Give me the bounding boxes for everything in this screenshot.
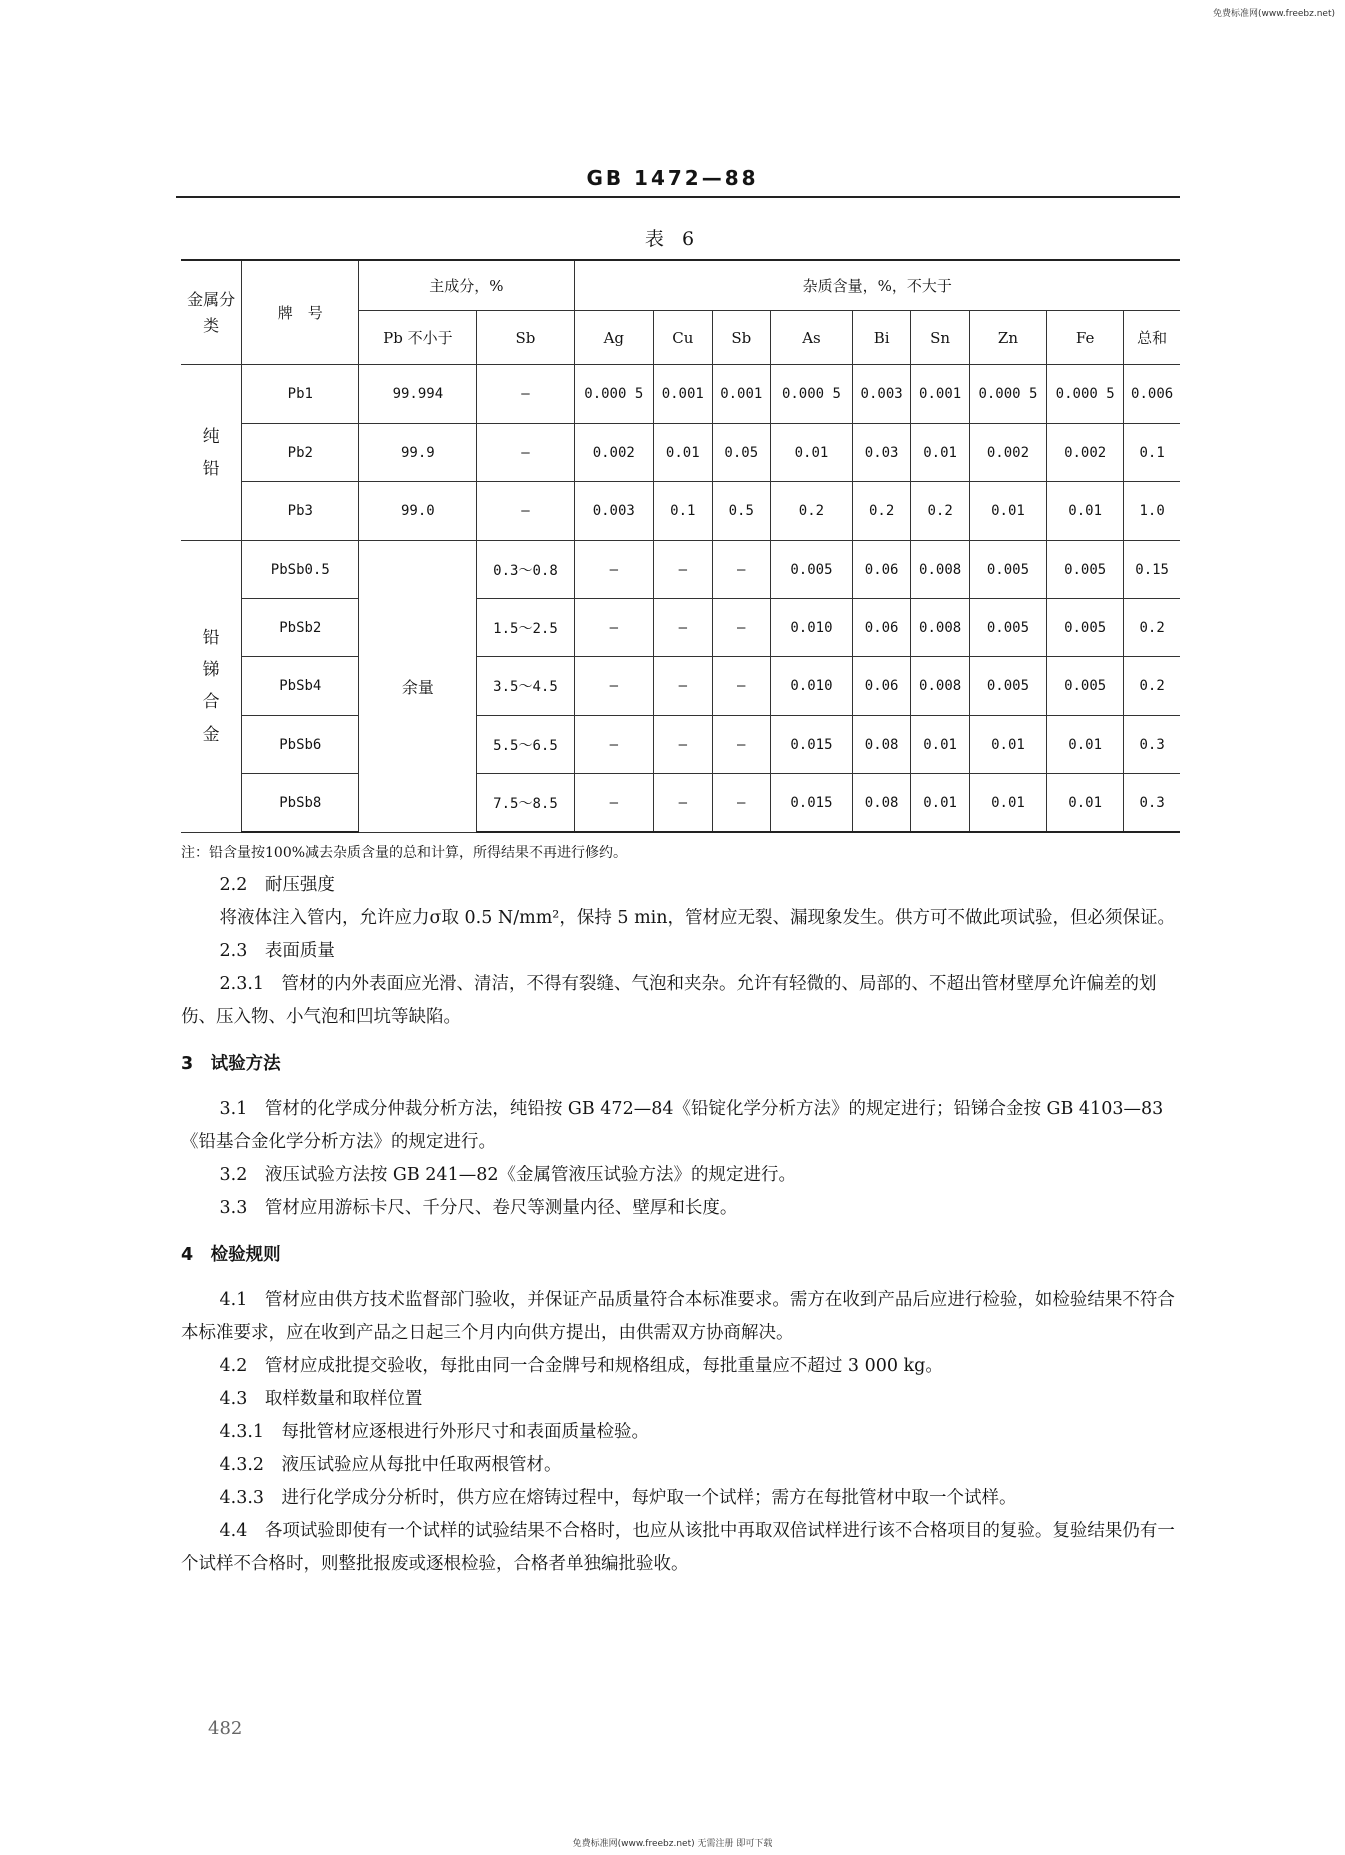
cell-imp: 0.01 — [911, 424, 969, 482]
section-4-3-3: 4.3.3 进行化学成分分析时，供方应在熔铸过程中，每炉取一个试样；需方在每批管材中取一个试样。 — [219, 1488, 1017, 1508]
header-rule — [176, 196, 1180, 198]
cell-imp: 0.08 — [852, 716, 910, 774]
cell-imp: — — [654, 774, 712, 832]
cell-imp: 0.000 5 — [1047, 365, 1124, 424]
cell-sb: 1.5～2.5 — [477, 599, 574, 657]
cell-grade: Pb3 — [242, 482, 359, 541]
cell-sb: — — [477, 424, 574, 482]
section-2-3-title: 2.3 表面质量 — [219, 941, 335, 961]
section-4-1: 4.1 管材应由供方技术监督部门验收，并保证产品质量符合本标准要求。需方在收到产品后应进行检验，如检验结果不符合本标准要求，应在收到产品之日起三个月内向供方提出，由供需双方协商解决。 — [181, 1290, 1175, 1343]
cell-imp: 0.001 — [911, 365, 969, 424]
cell-imp: 0.03 — [852, 424, 910, 482]
cell-imp: 0.01 — [1047, 774, 1124, 832]
cell-imp-total: 0.2 — [1124, 657, 1180, 716]
header-grade: 牌 号 — [242, 260, 359, 365]
cell-imp: 0.002 — [1047, 424, 1124, 482]
cell-imp: 0.06 — [852, 657, 910, 716]
cell-imp-total: 0.006 — [1124, 365, 1180, 424]
cell-imp: — — [574, 541, 654, 599]
section-2-2-text: 将液体注入管内，允许应力σ取 0.5 N/mm²，保持 5 min，管材应无裂、漏现象发生。供方可不做此项试验，但必须保证。 — [219, 908, 1176, 928]
table-title: 表 6 — [644, 228, 701, 250]
cell-imp: 0.06 — [852, 541, 910, 599]
cell-sb: — — [477, 365, 574, 424]
cell-imp: — — [574, 599, 654, 657]
cell-imp: 0.01 — [911, 774, 969, 832]
section-2-2-title: 2.2 耐压强度 — [219, 875, 335, 895]
cell-imp: 0.003 — [852, 365, 910, 424]
cell-imp: 0.005 — [969, 657, 1046, 716]
cell-grade: PbSb2 — [242, 599, 359, 657]
cell-imp: 0.000 5 — [969, 365, 1046, 424]
cell-imp: — — [712, 774, 770, 832]
table-row — [181, 541, 1180, 599]
header-imp-fe: Fe — [1047, 311, 1124, 365]
cell-imp: 0.01 — [969, 482, 1046, 541]
cell-imp: 0.01 — [771, 424, 853, 482]
cell-grade: PbSb4 — [242, 657, 359, 716]
cell-imp: 0.005 — [969, 541, 1046, 599]
cell-grade: PbSb0.5 — [242, 541, 359, 599]
cell-imp: 0.010 — [771, 657, 853, 716]
cell-pb: 99.994 — [359, 365, 477, 424]
table-row — [181, 599, 1180, 657]
section-3-heading: 3 试验方法 — [181, 1054, 281, 1074]
header-imp-as: As — [771, 311, 853, 365]
document-body — [181, 869, 1181, 1581]
cell-imp: 0.5 — [712, 482, 770, 541]
section-2-3-1: 2.3.1 管材的内外表面应光滑、清洁，不得有裂缝、气泡和夹杂。允许有轻微的、局部的、不超出管材壁厚允许偏差的划伤、压入物、小气泡和凹坑等缺陷。 — [181, 974, 1157, 1027]
cell-imp: 0.010 — [771, 599, 853, 657]
cell-imp: 0.003 — [574, 482, 654, 541]
cell-grade: PbSb6 — [242, 716, 359, 774]
cell-imp: 0.06 — [852, 599, 910, 657]
cell-imp: 0.008 — [911, 657, 969, 716]
cell-imp-total: 0.3 — [1124, 774, 1180, 832]
cell-imp: — — [712, 716, 770, 774]
cell-imp: 0.01 — [969, 774, 1046, 832]
cell-imp: 0.01 — [911, 716, 969, 774]
standard-header: GB 1472—88 — [586, 166, 759, 190]
cell-imp: — — [574, 774, 654, 832]
table-row — [181, 716, 1180, 774]
header-sb-main: Sb — [477, 311, 574, 365]
cell-imp: 0.001 — [712, 365, 770, 424]
cell-imp: — — [712, 541, 770, 599]
cell-imp: 0.008 — [911, 541, 969, 599]
header-pb: Pb 不小于 — [359, 311, 477, 365]
cell-imp: 0.000 5 — [771, 365, 853, 424]
cell-pb-balance: 余量 — [359, 541, 477, 832]
header-imp-zn: Zn — [969, 311, 1046, 365]
header-category: 金属分类 — [181, 260, 242, 365]
section-3-2: 3.2 液压试验方法按 GB 241—82《金属管液压试验方法》的规定进行。 — [219, 1165, 796, 1185]
cell-imp-total: 0.15 — [1124, 541, 1180, 599]
cell-sb: — — [477, 482, 574, 541]
cell-imp: 0.05 — [712, 424, 770, 482]
cell-imp: 0.001 — [654, 365, 712, 424]
cell-imp-total: 0.2 — [1124, 599, 1180, 657]
cell-imp: — — [712, 599, 770, 657]
section-4-3-2: 4.3.2 液压试验应从每批中任取两根管材。 — [219, 1455, 562, 1475]
cell-grade: Pb1 — [242, 365, 359, 424]
cell-imp-total: 0.3 — [1124, 716, 1180, 774]
header-imp-sn: Sn — [911, 311, 969, 365]
section-4-2: 4.2 管材应成批提交验收，每批由同一合金牌号和规格组成，每批重量应不超过 3 000 kg。 — [219, 1356, 943, 1376]
cell-imp: 0.005 — [1047, 657, 1124, 716]
cell-imp: — — [654, 716, 712, 774]
header-imp-sb: Sb — [712, 311, 770, 365]
cell-imp: — — [654, 541, 712, 599]
cell-pb: 99.0 — [359, 482, 477, 541]
header-imp-bi: Bi — [852, 311, 910, 365]
section-3-3: 3.3 管材应用游标卡尺、千分尺、卷尺等测量内径、壁厚和长度。 — [219, 1198, 738, 1218]
cell-imp: 0.01 — [1047, 716, 1124, 774]
cell-imp: — — [654, 657, 712, 716]
cell-imp-total: 0.1 — [1124, 424, 1180, 482]
section-4-3: 4.3 取样数量和取样位置 — [219, 1389, 423, 1409]
table-row — [181, 482, 1180, 541]
cell-imp: — — [712, 657, 770, 716]
cell-imp: 0.000 5 — [574, 365, 654, 424]
cell-imp: 0.005 — [969, 599, 1046, 657]
cell-imp: — — [574, 657, 654, 716]
cell-imp: 0.01 — [654, 424, 712, 482]
site-watermark-top: 免费标准网(www.freebz.net) — [1213, 9, 1335, 19]
header-main-composition: 主成分，% — [359, 260, 574, 311]
section-4-3-1: 4.3.1 每批管材应逐根进行外形尺寸和表面质量检验。 — [219, 1422, 650, 1442]
header-impurity: 杂质含量，%，不大于 — [574, 260, 1180, 311]
cell-grade: PbSb8 — [242, 774, 359, 832]
cell-sb: 3.5～4.5 — [477, 657, 574, 716]
cell-imp: 0.2 — [911, 482, 969, 541]
cell-imp: 0.01 — [969, 716, 1046, 774]
category-lead-antimony-alloy: 铅锑合金 — [181, 541, 242, 832]
table-row — [181, 424, 1180, 482]
cell-imp: 0.002 — [574, 424, 654, 482]
cell-imp: 0.08 — [852, 774, 910, 832]
cell-imp: — — [654, 599, 712, 657]
cell-imp: 0.2 — [771, 482, 853, 541]
cell-sb: 0.3～0.8 — [477, 541, 574, 599]
category-pure-lead: 纯铅 — [181, 365, 242, 541]
table-note: 注：铅含量按100%减去杂质含量的总和计算，所得结果不再进行修约。 — [181, 845, 628, 861]
cell-imp: 0.01 — [1047, 482, 1124, 541]
page-number: 482 — [208, 1718, 243, 1739]
cell-imp: 0.015 — [771, 774, 853, 832]
cell-imp: 0.015 — [771, 716, 853, 774]
cell-imp: 0.005 — [1047, 599, 1124, 657]
cell-imp-total: 1.0 — [1124, 482, 1180, 541]
section-4-4: 4.4 各项试验即使有一个试样的试验结果不合格时，也应从该批中再取双倍试样进行该不合格项目的复验。复验结果仍有一个试样不合格时，则整批报废或逐根检验，合格者单独编批验收。 — [181, 1521, 1175, 1574]
section-3-1: 3.1 管材的化学成分仲裁分析方法，纯铅按 GB 472—84《铅锭化学分析方法》的规定进行；铅锑合金按 GB 4103—83《铅基合金化学分析方法》的规定进行。 — [181, 1099, 1164, 1152]
cell-pb: 99.9 — [359, 424, 477, 482]
cell-imp: 0.002 — [969, 424, 1046, 482]
composition-table — [181, 259, 1180, 833]
cell-imp: 0.005 — [1047, 541, 1124, 599]
section-4-heading: 4 检验规则 — [181, 1245, 281, 1265]
table-row — [181, 774, 1180, 832]
table-row — [181, 657, 1180, 716]
cell-imp: 0.1 — [654, 482, 712, 541]
cell-sb: 7.5～8.5 — [477, 774, 574, 832]
cell-grade: Pb2 — [242, 424, 359, 482]
cell-imp: — — [574, 716, 654, 774]
header-imp-cu: Cu — [654, 311, 712, 365]
table-row — [181, 365, 1180, 424]
cell-sb: 5.5～6.5 — [477, 716, 574, 774]
cell-imp: 0.008 — [911, 599, 969, 657]
cell-imp: 0.005 — [771, 541, 853, 599]
site-watermark-bottom: 免费标准网(www.freebz.net) 无需注册 即可下载 — [572, 1839, 773, 1849]
cell-imp: 0.2 — [852, 482, 910, 541]
header-imp-ag: Ag — [574, 311, 654, 365]
header-imp-total: 总和 — [1124, 311, 1180, 365]
